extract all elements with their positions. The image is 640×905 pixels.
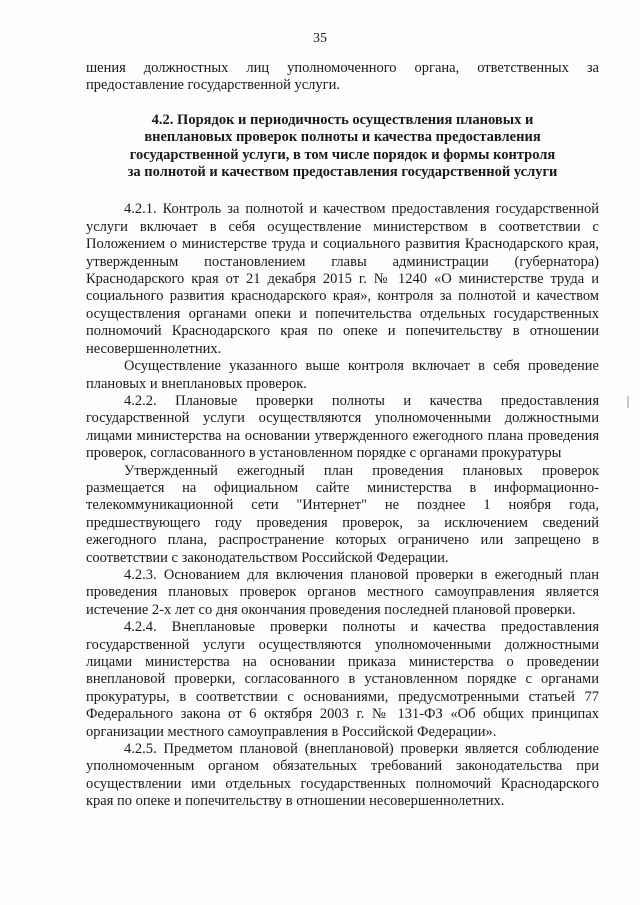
document-body bbox=[86, 60, 599, 811]
paragraph-4-2-5: 4.2.5. Предметом плановой (внеплановой) проверки является соблюдение уполномоченным органом обязательных требований законодательства при осуществлении ими отдельных государственных полномочий Краснодарского края по опеке и попечительству в отношении несовершеннолетних. bbox=[86, 741, 599, 810]
page-number: 35 bbox=[313, 31, 327, 46]
paragraph-4-2-2: 4.2.2. Плановые проверки полноты и качества предоставления государственной услуги осуществляются уполномоченными должностными лицами министерства на основании утвержденного ежегодного плана проведения проверок, согласованного в установленном порядке с органами прокуратуры bbox=[86, 392, 599, 462]
paragraph-4-2-1: 4.2.1. Контроль за полнотой и качеством предоставления государственной услуги включает в себя осуществление министерством в соответствии с Положением о министерстве труда и социального развития Краснодарского края, утвержденным постановлением главы администрации (губернатора) Краснодарского края от 21 декабря 2015 г. № 1240 «О министерстве труда и социального развития краснодарского края», контроля за полнотой и качеством осуществления органами опеки и попечительства отдельных государственных полномочий Краснодарского края по опеке и попечительству в отношении несовершеннолетних. bbox=[86, 201, 599, 357]
paragraph-annual-plan: Утвержденный ежегодный план проведения плановых проверок размещается на официальном сайте министерства в информационно-телекоммуникационной сети "Интернет" не позднее 1 ноября года, предшествующего году проведения проверок, за исключением сведений ежегодного плана, распространение которых ограничено или запрещено в соответствии с законодательством Российской Федерации. bbox=[86, 462, 599, 566]
intro-paragraph: шения должностных лиц уполномоченного органа, ответственных за предоставление государственной услуги. bbox=[86, 60, 599, 94]
paragraph-control-scope: Осуществление указанного выше контроля включает в себя проведение плановых и внеплановых проверок. bbox=[86, 358, 599, 392]
margin-mark bbox=[627, 396, 629, 408]
paragraph-4-2-3: 4.2.3. Основанием для включения плановой проверки в ежегодный план проведения плановых проверок органов местного самоуправления является истечение 2-х лет со дня окончания проведения последней плановой проверки. bbox=[86, 566, 599, 618]
section-heading: 4.2. Порядок и периодичность осуществления плановых и внеплановых проверок полноты и качества предоставления государственной услуги, в том числе порядок и формы контроля за полнотой и качеством предоставления государственной услуги bbox=[127, 111, 558, 181]
paragraph-4-2-4: 4.2.4. Внеплановые проверки полноты и качества предоставления государственной услуги осуществляются уполномоченными должностными лицами министерства на основании приказа министерства о проведении внеплановой проверки, согласованного в установленном порядке с органами прокуратуры, в соответствии с основаниями, предусмотренными статьей 77 Федерального закона от 6 октября 2003 г. № 131-ФЗ «Об общих принципах организации местного самоуправления в Российской Федерации». bbox=[86, 619, 599, 740]
